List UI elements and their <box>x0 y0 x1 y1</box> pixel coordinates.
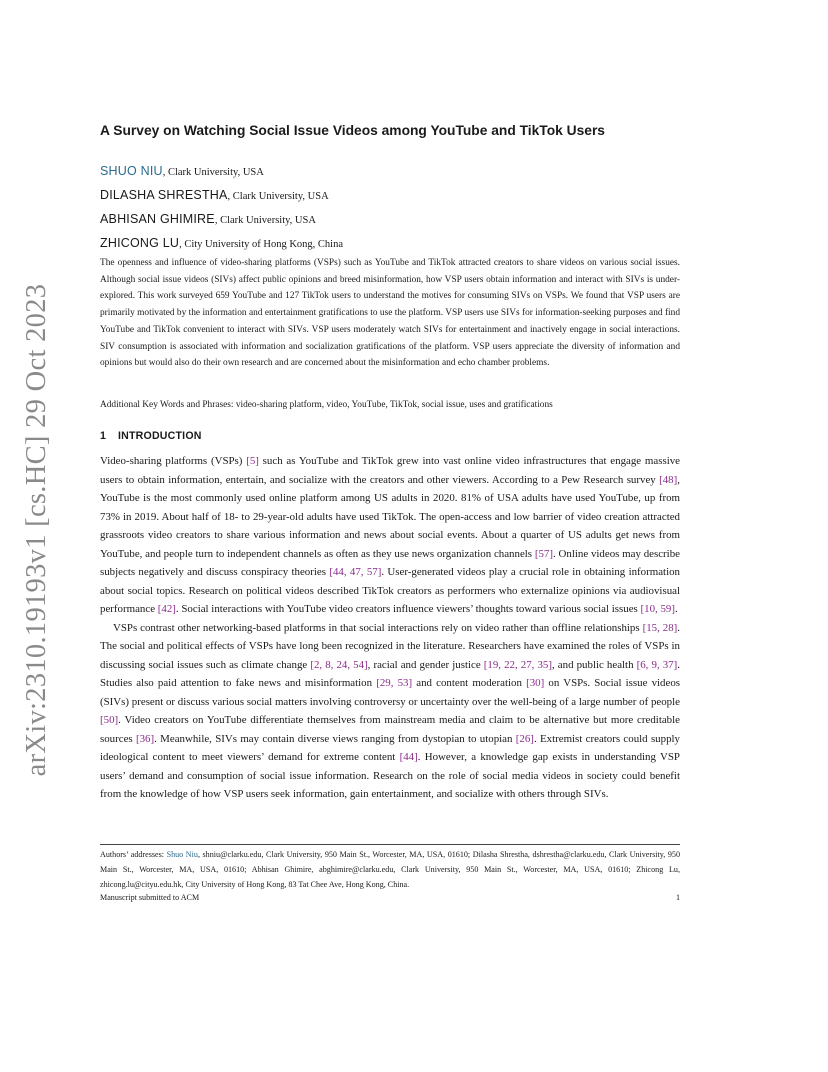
citation-link[interactable]: [57] <box>534 547 553 560</box>
arxiv-sidebar <box>12 283 62 777</box>
manuscript-note: Manuscript submitted to ACM <box>100 893 200 902</box>
author-line <box>100 208 343 232</box>
text-run: Video-sharing platforms (VSPs) <box>100 455 247 467</box>
section-number: 1 <box>100 430 107 442</box>
keywords: Additional Key Words and Phrases: video-sharing platform, video, YouTube, TikTok, social issue, uses and gratifications <box>100 400 553 410</box>
text-run: , and public health <box>552 658 637 671</box>
citation-link[interactable]: [19, 22, 27, 35] <box>483 658 552 671</box>
footnote-text: , shniu@clarku.edu, Clark University, 950 Main St., Worcester, MA, USA, 01610; Dilasha Shrestha, dshrestha@clarku.edu, Clark University, 950 Main St., Worcester, MA, USA, 01610; Abhisan Ghimire, abghimire@clarku.edu, Clark University, 950 Main St., Worcester, MA, USA, 01610; Zhicong Lu, zhicong.lu@cityu.edu.hk, City University of Hong Kong, 83 Tat Chee Ave, Hong Kong, China. <box>100 850 680 889</box>
citation-link[interactable]: [44, 47, 57] <box>329 566 382 578</box>
page-footer <box>100 892 680 904</box>
author-affiliation: , Clark University, USA <box>162 167 264 178</box>
author-line <box>100 184 343 208</box>
citation-link[interactable]: [30] <box>526 677 545 689</box>
text-run: . Extremist creators could supply ideological content to meet viewers’ demand for extreme content <box>100 732 680 763</box>
author-name: DILASHA SHRESTHA <box>100 188 228 202</box>
text-run: , racial and gender justice <box>367 658 484 671</box>
citation-link[interactable]: [29, 53] <box>376 677 413 689</box>
text-run: . Social interactions with YouTube video creators influence viewers’ thoughts toward various social issues <box>175 603 641 615</box>
text-run: . The social and political effects of VSPs have long been recognized in the literature. Researchers have examined the roles of VSPs in discussing social issues such as climate change <box>100 621 680 671</box>
author-name-link[interactable]: SHUO NIU <box>100 164 163 178</box>
footnote-prefix: Authors’ addresses: <box>100 850 167 859</box>
author-line <box>100 232 343 256</box>
text-run: . Online videos may describe subjects negatively and discuss conspiracy theories <box>100 547 680 578</box>
citation-link[interactable]: [48] <box>659 473 678 486</box>
citation-link[interactable]: [50] <box>100 714 119 726</box>
citation-link[interactable]: [36] <box>135 732 155 745</box>
body-text <box>100 452 680 804</box>
arxiv-identifier: arXiv:2310.19193v1 [cs.HC] 29 Oct 2023 <box>21 283 52 777</box>
author-name: ABHISAN GHIMIRE <box>100 212 215 226</box>
author-name: ZHICONG LU <box>100 236 180 250</box>
page-number: 1 <box>675 893 680 902</box>
citation-link[interactable]: [2, 8, 24, 54] <box>310 658 368 671</box>
text-run: such as YouTube and TikTok grew into vast online video infrastructures that engage massive users to obtain information, entertain, and socialize with the creators and other viewers. According to a Pew Research survey <box>100 455 680 486</box>
author-affiliation: , City University of Hong Kong, China <box>179 239 344 250</box>
author-list <box>100 160 343 256</box>
footnote-rule <box>100 844 680 845</box>
text-run: and content moderation <box>412 677 527 689</box>
paragraph <box>100 452 680 619</box>
text-run: . Studies also paid attention to fake news and misinformation <box>100 658 680 689</box>
abstract: The openness and influence of video-sharing platforms (VSPs) such as YouTube and TikTok attracted creators to share videos on various social issues. Although social issue videos (SIVs) affect public opinions and breed misinformation, how VSP users obtain information and interact with SIVs is under-explored. This work surveyed 659 YouTube and 127 TikTok users to understand the motives for consuming SIVs on VSPs. We found that VSP users are primarily motivated by the information and entertainment gratifications to use the platform. VSP users use SIVs for information-seeking purposes and find YouTube and TikTok convenient to interact with SIVs. VSP users moderately watch SIVs for entertainment and inactively engage in social interactions. SIV consumption is associated with information and socialization gratifications of the platform. VSP users appreciate the diversity of information and opinions but would also do their own research and are concerned about the misinformation and echo chamber problems. <box>100 258 680 369</box>
citation-link[interactable]: [10, 59] <box>640 603 675 615</box>
section-title: INTRODUCTION <box>118 430 202 442</box>
author-line <box>100 160 343 184</box>
citation-link[interactable]: [6, 9, 37] <box>636 658 678 671</box>
text-run: . Video creators on YouTube differentiate themselves from mainstream media and claim to be alternative but more creditable sources <box>100 714 680 745</box>
section-heading <box>100 430 202 442</box>
citation-link[interactable]: [44] <box>399 751 418 763</box>
text-run: on VSPs. Social issue videos (SIVs) present or discuss various social matters involving controversy or uncertainty over the well-being of a large number of people <box>100 677 681 708</box>
paper-title: A Survey on Watching Social Issue Videos among YouTube and TikTok Users <box>100 123 605 138</box>
text-run: . Meanwhile, SIVs may contain diverse views ranging from dystopian to utopian <box>154 732 516 745</box>
text-run: , YouTube is the most commonly used online platform among US adults in 2020. 81% of USA adults have used YouTube, up from 73% in 2019. About half of 18- to 29-year-old adults have used TikTok. The open-access and low barrier of video creation attracted grassroots video creators to share various information and news about social events. About a quarter of US adults get news from YouTube, and people turn to independent channels as often as they use news organization channels <box>100 473 680 560</box>
citation-link[interactable]: [26] <box>515 732 534 745</box>
author-addresses-footnote <box>100 848 680 892</box>
citation-link[interactable]: [15, 28] <box>642 621 678 634</box>
citation-link[interactable]: [5] <box>246 455 259 467</box>
text-run: . However, a knowledge gap exists in understanding VSP users’ demand and consumption of social issue information. Research on the role of social media videos in society could benefit from the knowledge of how VSP users seek information, gain entertainment, and socialize with others through SIVs. <box>100 751 680 800</box>
text-run: VSPs contrast other networking-based platforms in that social interactions rely on video rather than offline relationships <box>113 621 643 634</box>
citation-link[interactable]: [42] <box>157 603 176 615</box>
paragraph <box>100 619 680 804</box>
author-affiliation: , Clark University, USA <box>214 215 316 226</box>
author-affiliation: , Clark University, USA <box>227 191 329 202</box>
text-run: . User-generated videos play a crucial role in obtaining information about social topics. Research on political videos described TikTok creators as performers who externalize opinions via audiovisual performance <box>100 566 680 615</box>
author-link[interactable]: Shuo Niu <box>166 850 198 859</box>
text-run: . <box>674 603 678 615</box>
